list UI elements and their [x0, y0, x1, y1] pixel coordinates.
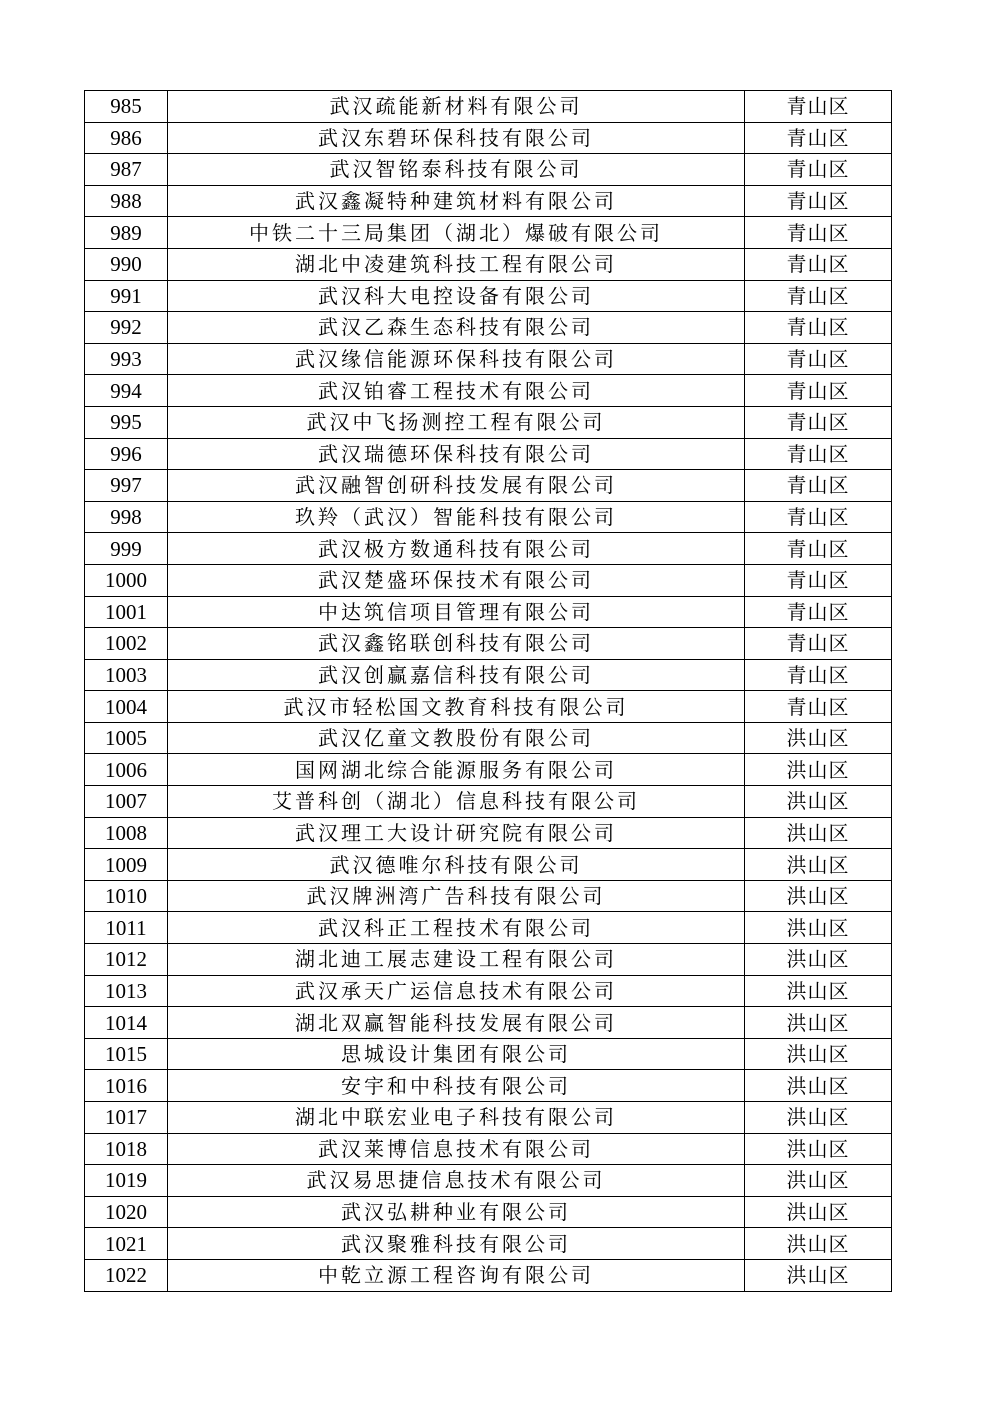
company-name-cell: 武汉亿童文教股份有限公司	[168, 722, 745, 754]
district-cell: 青山区	[745, 343, 892, 375]
row-number-cell: 1011	[85, 912, 168, 944]
company-name-cell: 湖北中联宏业电子科技有限公司	[168, 1102, 745, 1134]
row-number-cell: 985	[85, 91, 168, 123]
row-number-cell: 995	[85, 406, 168, 438]
row-number-cell: 993	[85, 343, 168, 375]
company-name-cell: 中铁二十三局集团（湖北）爆破有限公司	[168, 217, 745, 249]
row-number-cell: 1020	[85, 1196, 168, 1228]
district-cell: 洪山区	[745, 1070, 892, 1102]
district-cell: 青山区	[745, 533, 892, 565]
district-cell: 青山区	[745, 628, 892, 660]
district-cell: 洪山区	[745, 1007, 892, 1039]
district-cell: 青山区	[745, 122, 892, 154]
company-name-cell: 武汉极方数通科技有限公司	[168, 533, 745, 565]
table-row	[85, 91, 892, 123]
company-name-cell: 武汉瑞德环保科技有限公司	[168, 438, 745, 470]
company-name-cell: 湖北迪工展志建设工程有限公司	[168, 944, 745, 976]
district-cell: 洪山区	[745, 722, 892, 754]
company-name-cell: 武汉疏能新材料有限公司	[168, 91, 745, 123]
company-name-cell: 武汉德唯尔科技有限公司	[168, 849, 745, 881]
table-row	[85, 722, 892, 754]
table-row	[85, 1133, 892, 1165]
table-row	[85, 501, 892, 533]
table-row	[85, 1038, 892, 1070]
table-row	[85, 564, 892, 596]
company-name-cell: 玖羚（武汉）智能科技有限公司	[168, 501, 745, 533]
table-row	[85, 1259, 892, 1291]
table-row	[85, 470, 892, 502]
district-cell: 青山区	[745, 154, 892, 186]
row-number-cell: 1007	[85, 786, 168, 818]
company-name-cell: 武汉鑫凝特种建筑材料有限公司	[168, 185, 745, 217]
row-number-cell: 988	[85, 185, 168, 217]
district-cell: 洪山区	[745, 975, 892, 1007]
company-name-cell: 中达筑信项目管理有限公司	[168, 596, 745, 628]
district-cell: 洪山区	[745, 1165, 892, 1197]
district-cell: 洪山区	[745, 849, 892, 881]
company-name-cell: 武汉鑫铭联创科技有限公司	[168, 628, 745, 660]
row-number-cell: 987	[85, 154, 168, 186]
table-row	[85, 1102, 892, 1134]
district-cell: 洪山区	[745, 912, 892, 944]
row-number-cell: 1018	[85, 1133, 168, 1165]
row-number-cell: 994	[85, 375, 168, 407]
row-number-cell: 999	[85, 533, 168, 565]
company-name-cell: 武汉铂睿工程技术有限公司	[168, 375, 745, 407]
company-name-cell: 武汉创赢嘉信科技有限公司	[168, 659, 745, 691]
row-number-cell: 1009	[85, 849, 168, 881]
row-number-cell: 1014	[85, 1007, 168, 1039]
table-row	[85, 912, 892, 944]
company-name-cell: 武汉东碧环保科技有限公司	[168, 122, 745, 154]
row-number-cell: 990	[85, 248, 168, 280]
district-cell: 青山区	[745, 406, 892, 438]
table-row	[85, 154, 892, 186]
row-number-cell: 1003	[85, 659, 168, 691]
company-name-cell: 武汉市轻松国文教育科技有限公司	[168, 691, 745, 723]
company-name-cell: 武汉易思捷信息技术有限公司	[168, 1165, 745, 1197]
district-cell: 青山区	[745, 438, 892, 470]
company-name-cell: 武汉承天广运信息技术有限公司	[168, 975, 745, 1007]
district-cell: 青山区	[745, 312, 892, 344]
district-cell: 洪山区	[745, 1228, 892, 1260]
company-name-cell: 湖北双赢智能科技发展有限公司	[168, 1007, 745, 1039]
district-cell: 青山区	[745, 185, 892, 217]
company-name-cell: 武汉融智创研科技发展有限公司	[168, 470, 745, 502]
row-number-cell: 992	[85, 312, 168, 344]
table-row	[85, 1007, 892, 1039]
table-row	[85, 691, 892, 723]
table-row	[85, 1228, 892, 1260]
district-cell: 洪山区	[745, 1102, 892, 1134]
row-number-cell: 1010	[85, 880, 168, 912]
row-number-cell: 998	[85, 501, 168, 533]
row-number-cell: 1013	[85, 975, 168, 1007]
company-name-cell: 武汉缘信能源环保科技有限公司	[168, 343, 745, 375]
district-cell: 青山区	[745, 375, 892, 407]
company-name-cell: 国网湖北综合能源服务有限公司	[168, 754, 745, 786]
table-row	[85, 1070, 892, 1102]
row-number-cell: 997	[85, 470, 168, 502]
table-row	[85, 817, 892, 849]
row-number-cell: 989	[85, 217, 168, 249]
table-row	[85, 406, 892, 438]
row-number-cell: 1016	[85, 1070, 168, 1102]
row-number-cell: 1022	[85, 1259, 168, 1291]
company-name-cell: 武汉中飞扬测控工程有限公司	[168, 406, 745, 438]
row-number-cell: 1021	[85, 1228, 168, 1260]
table-row	[85, 185, 892, 217]
district-cell: 洪山区	[745, 1038, 892, 1070]
table-row	[85, 659, 892, 691]
table-row	[85, 880, 892, 912]
company-name-cell: 武汉智铭泰科技有限公司	[168, 154, 745, 186]
district-cell: 洪山区	[745, 786, 892, 818]
table-body	[85, 91, 892, 1292]
table-row	[85, 786, 892, 818]
table-row	[85, 280, 892, 312]
row-number-cell: 986	[85, 122, 168, 154]
table-row	[85, 628, 892, 660]
company-name-cell: 武汉科正工程技术有限公司	[168, 912, 745, 944]
row-number-cell: 1008	[85, 817, 168, 849]
company-name-cell: 武汉聚雅科技有限公司	[168, 1228, 745, 1260]
district-cell: 洪山区	[745, 817, 892, 849]
company-name-cell: 武汉弘耕种业有限公司	[168, 1196, 745, 1228]
district-cell: 洪山区	[745, 880, 892, 912]
table-row	[85, 248, 892, 280]
row-number-cell: 1015	[85, 1038, 168, 1070]
table-row	[85, 122, 892, 154]
table-row	[85, 754, 892, 786]
row-number-cell: 1002	[85, 628, 168, 660]
row-number-cell: 1012	[85, 944, 168, 976]
company-name-cell: 武汉科大电控设备有限公司	[168, 280, 745, 312]
company-name-cell: 湖北中凌建筑科技工程有限公司	[168, 248, 745, 280]
district-cell: 青山区	[745, 280, 892, 312]
company-name-cell: 武汉乙森生态科技有限公司	[168, 312, 745, 344]
row-number-cell: 991	[85, 280, 168, 312]
company-name-cell: 武汉牌洲湾广告科技有限公司	[168, 880, 745, 912]
table-row	[85, 312, 892, 344]
row-number-cell: 1005	[85, 722, 168, 754]
row-number-cell: 1004	[85, 691, 168, 723]
row-number-cell: 1001	[85, 596, 168, 628]
table-row	[85, 849, 892, 881]
district-cell: 洪山区	[745, 944, 892, 976]
company-name-cell: 安宇和中科技有限公司	[168, 1070, 745, 1102]
company-name-cell: 思城设计集团有限公司	[168, 1038, 745, 1070]
company-list-table	[84, 90, 892, 1292]
row-number-cell: 1000	[85, 564, 168, 596]
row-number-cell: 1006	[85, 754, 168, 786]
table-row	[85, 596, 892, 628]
district-cell: 洪山区	[745, 1133, 892, 1165]
company-name-cell: 艾普科创（湖北）信息科技有限公司	[168, 786, 745, 818]
district-cell: 青山区	[745, 564, 892, 596]
table-row	[85, 1196, 892, 1228]
company-name-cell: 武汉莱博信息技术有限公司	[168, 1133, 745, 1165]
district-cell: 青山区	[745, 91, 892, 123]
company-name-cell: 中乾立源工程咨询有限公司	[168, 1259, 745, 1291]
district-cell: 青山区	[745, 596, 892, 628]
row-number-cell: 1019	[85, 1165, 168, 1197]
district-cell: 青山区	[745, 659, 892, 691]
table-row	[85, 343, 892, 375]
district-cell: 洪山区	[745, 1196, 892, 1228]
table-row	[85, 217, 892, 249]
table-row	[85, 944, 892, 976]
table-row	[85, 1165, 892, 1197]
district-cell: 青山区	[745, 248, 892, 280]
table-row	[85, 533, 892, 565]
company-name-cell: 武汉理工大设计研究院有限公司	[168, 817, 745, 849]
row-number-cell: 1017	[85, 1102, 168, 1134]
district-cell: 青山区	[745, 470, 892, 502]
table-row	[85, 975, 892, 1007]
table-row	[85, 375, 892, 407]
table-row	[85, 438, 892, 470]
district-cell: 洪山区	[745, 1259, 892, 1291]
district-cell: 洪山区	[745, 754, 892, 786]
company-name-cell: 武汉楚盛环保技术有限公司	[168, 564, 745, 596]
district-cell: 青山区	[745, 691, 892, 723]
district-cell: 青山区	[745, 501, 892, 533]
district-cell: 青山区	[745, 217, 892, 249]
row-number-cell: 996	[85, 438, 168, 470]
